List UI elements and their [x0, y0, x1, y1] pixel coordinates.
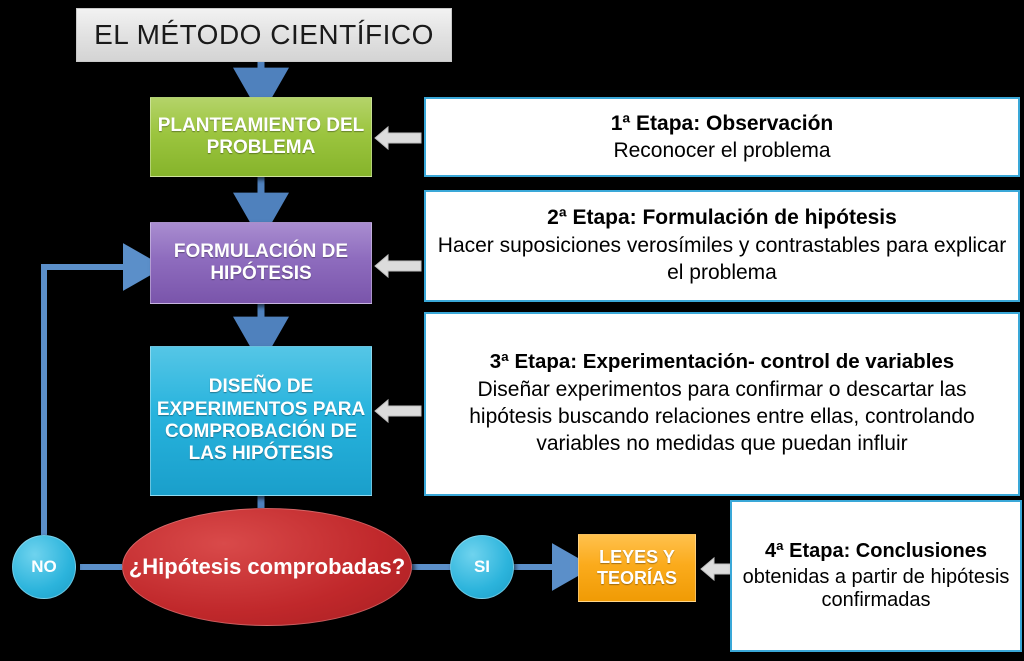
- panel-body: obtenidas a partir de hipótesis confirmadas: [742, 566, 1010, 611]
- panel-etapa-2: [424, 190, 1020, 302]
- grey-arrow-icon: [374, 253, 422, 279]
- panel-heading: 2ª Etapa: Formulación de hipótesis: [547, 205, 897, 229]
- panel-body: Diseñar experimentos para confirmar o descartar las hipótesis buscando relaciones entre ellas, controlando variables no medidas que puedan influir: [469, 378, 975, 455]
- flow-step-planteamiento[interactable]: PLANTEAMIENTO DEL PROBLEMA: [150, 97, 372, 177]
- branch-si[interactable]: SI: [450, 535, 514, 599]
- panel-body: Hacer suposiciones verosímiles y contrastables para explicar el problema: [437, 233, 1007, 284]
- panel-etapa-3: [424, 312, 1020, 496]
- grey-arrow-icon: [374, 398, 422, 424]
- panel-heading: 1ª Etapa: Observación: [610, 111, 834, 135]
- panel-heading: 4ª Etapa: Conclusiones: [765, 540, 987, 562]
- panel-body: Reconocer el problema: [613, 138, 831, 162]
- flow-step-diseno-experimentos[interactable]: DISEÑO DE EXPERIMENTOS PARA COMPROBACIÓN DE LAS HIPÓTESIS: [150, 346, 372, 496]
- flow-step-formulacion[interactable]: FORMULACIÓN DE HIPÓTESIS: [150, 222, 372, 304]
- branch-no[interactable]: NO: [12, 535, 76, 599]
- panel-etapa-1: [424, 97, 1020, 177]
- flow-result-leyes-teorias[interactable]: LEYES Y TEORÍAS: [578, 534, 696, 602]
- panel-etapa-4: [730, 500, 1022, 652]
- diagram-title: EL MÉTODO CIENTÍFICO: [76, 8, 452, 62]
- decision-hipotesis-comprobadas[interactable]: ¿Hipótesis comprobadas?: [122, 508, 412, 626]
- grey-arrow-icon: [374, 125, 422, 151]
- panel-heading: 3ª Etapa: Experimentación- control de variables: [489, 350, 955, 374]
